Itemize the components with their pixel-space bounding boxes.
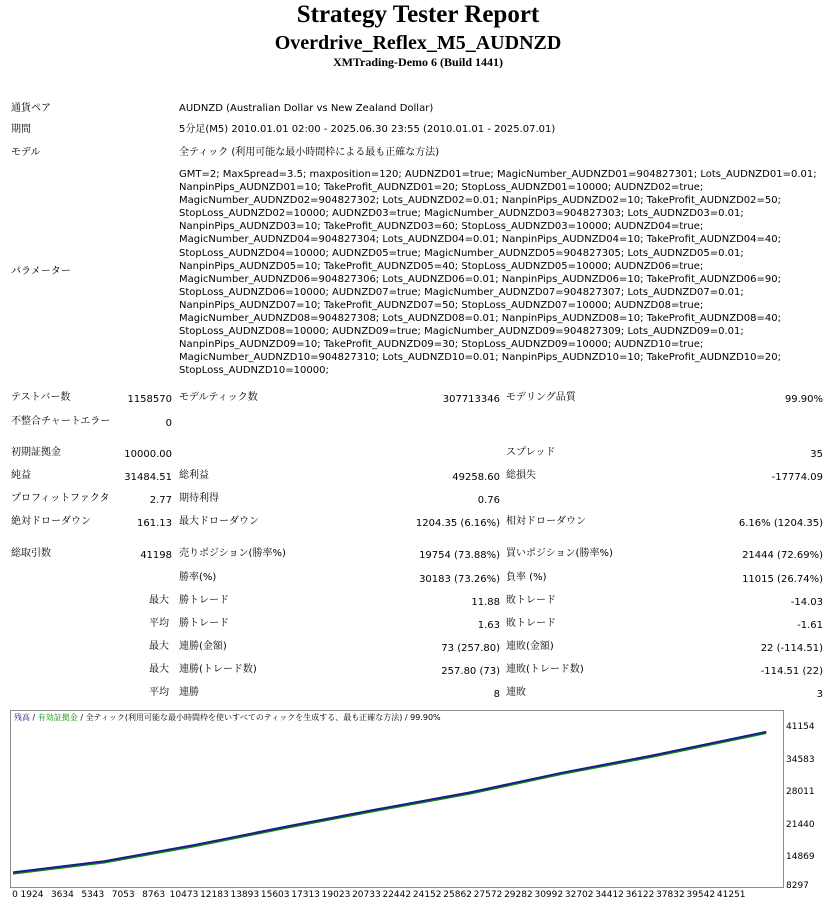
max-loss-value: -14.03 [790,597,823,608]
params-line: StopLoss_AUDNZD06=10000; AUDNZD07=true; MagicNumber_AUDNZD07=904827307; Lots_AUDNZD07=0.01; [179,286,744,298]
balance-line [13,732,766,873]
max-label: 最大 [149,664,169,675]
avg-cons-win-label: 連勝 [179,687,199,698]
params-line: NanpinPips_AUDNZD01=10; TakeProfit_AUDNZD01=20; StopLoss_AUDNZD01=10000; AUDNZD02=true; [179,182,704,194]
symbol-value: AUDNZD (Australian Dollar vs New Zealand Dollar) [179,103,434,114]
x-tick-label: 10473 [169,890,199,900]
max-win-label: 勝トレード [179,595,229,606]
avg-label: 平均 [149,687,169,698]
params-line: NanpinPips_AUDNZD03=10; TakeProfit_AUDNZD03=60; StopLoss_AUDNZD03=10000; AUDNZD04=true; [179,221,704,233]
params-label: パラメーター [11,266,71,277]
x-tick-label: 37832 [656,890,685,900]
winrate-value: 30183 (73.26%) [419,574,500,585]
x-tick-label: 32702 [564,890,594,900]
legend-model: 全ティック(利用可能な最小時間枠を使いすべてのティックを生成する、最も正確な方法) / 99.90% [85,713,441,722]
ticks-label: モデルティック数 [179,392,258,403]
x-tick-label: 20733 [352,890,381,900]
params-line: NanpinPips_AUDNZD07=10; TakeProfit_AUDNZD07=50; StopLoss_AUDNZD07=10000; AUDNZD08=true; [179,299,704,311]
grossloss-value: -17774.09 [771,472,823,483]
cons-win-cnt-label: 連勝(トレード数) [179,664,257,675]
y-tick-label: 41154 [786,722,815,732]
absdd-value: 161.13 [137,518,172,529]
chart-caption [14,712,441,723]
params-line: MagicNumber_AUDNZD10=904827310; Lots_AUDNZD10=0.01; NanpinPips_AUDNZD10=10; TakeProfit_AUDNZD10=20; [179,352,781,364]
pf-label: プロフィットファクタ [11,493,110,504]
params-line: StopLoss_AUDNZD10=10000; [179,365,329,377]
balance-chart [10,710,784,888]
trades-label: 総取引数 [11,548,51,559]
legend-balance: 残高 [14,713,30,722]
deposit-value: 10000.00 [124,449,172,460]
absdd-label: 絶対ドローダウン [11,516,91,527]
period-label: 期間 [11,124,31,135]
avg-cons-loss-value: 3 [816,689,823,700]
avg-cons-loss-label: 連敗 [506,687,526,698]
x-tick-label: 1924 [20,890,44,900]
netprofit-label: 純益 [11,470,31,481]
grossloss-label: 総損失 [506,470,536,481]
x-tick-label: 17313 [291,890,320,900]
reldd-label: 相対ドローダウン [506,516,586,527]
ea-name: Overdrive_Reflex_M5_AUDNZD [274,32,562,54]
x-tick-label: 36122 [625,890,655,900]
deposit-label: 初期証拠金 [11,447,61,458]
trades-value: 41198 [140,550,172,561]
legend-sep: / [30,713,38,722]
bars-value: 1158570 [127,394,172,405]
x-tick-label: 34412 [595,890,624,900]
pf-value: 2.77 [149,495,172,506]
winrate-label: 勝率(%) [179,572,217,583]
legend-sep: / [77,713,86,722]
ticks-value: 307713346 [442,394,500,405]
params-line: GMT=2; MaxSpread=3.5; maxposition=120; AUDNZD01=true; MagicNumber_AUDNZD01=904827301; Lots_AUDNZD01=0.01; [179,169,817,180]
y-tick-label: 28011 [786,787,815,797]
long-value: 21444 (72.69%) [742,550,823,561]
expected-label: 期待利得 [179,493,219,504]
params-line: NanpinPips_AUDNZD05=10; TakeProfit_AUDNZD05=40; StopLoss_AUDNZD05=10000; AUDNZD06=true; [179,260,704,272]
params-line: MagicNumber_AUDNZD08=904827308; Lots_AUDNZD08=0.01; NanpinPips_AUDNZD08=10; TakeProfit_AUDNZD08=40; [179,313,781,325]
y-tick-label: 8297 [786,881,809,891]
spread-label: スプレッド [506,447,556,458]
spread-value: 35 [810,449,823,460]
x-tick-label: 24152 [412,890,442,900]
x-tick-label: 22442 [382,890,412,900]
params-line: StopLoss_AUDNZD04=10000; AUDNZD05=true; MagicNumber_AUDNZD05=904827305; Lots_AUDNZD05=0.01; [179,247,744,259]
model-value: 全ティック (利用可能な最小時間枠による最も正確な方法) [179,147,440,158]
avg-loss-value: -1.61 [797,620,823,631]
short-value: 19754 (73.88%) [419,550,500,561]
quality-value: 99.90% [784,394,823,405]
y-tick-label: 34583 [786,754,815,765]
x-tick-label: 39542 [686,890,716,900]
server-name: XMTrading-Demo 6 (Build 1441) [332,55,504,69]
params-value [179,168,819,378]
lossrate-label: 負率 (%) [506,572,547,583]
max-loss-label: 敗トレード [506,595,556,606]
report-title: Strategy Tester Report [296,1,540,28]
avg-win-label: 勝トレード [179,618,229,629]
avg-win-value: 1.63 [477,620,500,631]
x-tick-label: 13893 [230,890,260,900]
mismatch-label: 不整合チャートエラー [11,416,111,427]
cons-loss-amt-value: 22 (-114.51) [760,643,823,654]
netprofit-value: 31484.51 [124,472,172,483]
expected-value: 0.76 [477,495,500,506]
x-tick-label: 15603 [260,890,290,900]
model-label: モデル [11,147,41,158]
short-label: 売りポジション(勝率%) [179,548,286,559]
grossprofit-label: 総利益 [179,470,209,481]
y-tick-label: 14869 [786,852,815,862]
params-line: StopLoss_AUDNZD08=10000; AUDNZD09=true; MagicNumber_AUDNZD09=904827309; Lots_AUDNZD09=0.01; [179,326,744,338]
params-line: MagicNumber_AUDNZD02=904827302; Lots_AUDNZD02=0.01; NanpinPips_AUDNZD02=10; TakeProfit_AUDNZD02=50; [179,195,781,207]
cons-win-amt-value: 73 (257.80) [441,643,500,654]
x-tick-label: 19023 [321,890,351,900]
quality-label: モデリング品質 [506,392,576,403]
maxdd-label: 最大ドローダウン [179,516,259,527]
params-line: MagicNumber_AUDNZD04=904827304; Lots_AUDNZD04=0.01; NanpinPips_AUDNZD04=10; TakeProfit_AUDNZD04=40; [179,234,781,246]
x-tick-label: 41251 [716,890,746,900]
max-win-value: 11.88 [471,597,500,608]
maxdd-value: 1204.35 (6.16%) [415,518,500,529]
grossprofit-value: 49258.60 [452,472,500,483]
x-tick-label: 12183 [200,890,229,900]
cons-win-amt-label: 連勝(金額) [179,641,227,652]
x-tick-label: 29282 [504,890,533,900]
params-line: StopLoss_AUDNZD02=10000; AUDNZD03=true; MagicNumber_AUDNZD03=904827303; Lots_AUDNZD03=0.01; [179,208,744,220]
avg-loss-label: 敗トレード [506,618,556,629]
legend-equity: 有効証拠金 [37,713,78,722]
y-tick-label: 21440 [786,819,815,830]
x-tick-label: 8763 [142,890,166,900]
max-label: 最大 [149,595,169,606]
period-value: 5分足(M5) 2010.01.01 02:00 - 2025.06.30 23:55 (2010.01.01 - 2025.07.01) [179,124,556,135]
x-tick-label: 3634 [50,890,74,900]
reldd-value: 6.16% (1204.35) [738,518,823,529]
mismatch-value: 0 [165,418,172,429]
x-tick-label: 27572 [473,890,503,900]
cons-loss-amt-label: 連敗(金額) [506,641,554,652]
x-tick-label: 25862 [443,890,472,900]
params-line: MagicNumber_AUDNZD06=904827306; Lots_AUDNZD06=0.01; NanpinPips_AUDNZD06=10; TakeProfit_AUDNZD06=90; [179,273,781,285]
max-label: 最大 [149,641,169,652]
params-line: NanpinPips_AUDNZD09=10; TakeProfit_AUDNZD09=30; StopLoss_AUDNZD09=10000; AUDNZD10=true; [179,339,704,351]
cons-loss-cnt-label: 連敗(トレード数) [506,664,584,675]
lossrate-value: 11015 (26.74%) [742,574,823,585]
long-label: 買いポジション(勝率%) [506,548,613,559]
x-tick-label: 7053 [111,890,135,900]
avg-label: 平均 [149,618,169,629]
x-tick-label: 0 [12,890,18,900]
cons-win-cnt-value: 257.80 (73) [441,666,500,677]
x-tick-label: 5343 [81,890,105,900]
x-tick-label: 30992 [534,890,564,900]
balance-chart-plot [11,711,783,887]
symbol-label: 通貨ペア [11,103,51,114]
avg-cons-win-value: 8 [493,689,500,700]
bars-label: テストバー数 [11,392,71,403]
cons-loss-cnt-value: -114.51 (22) [760,666,823,677]
